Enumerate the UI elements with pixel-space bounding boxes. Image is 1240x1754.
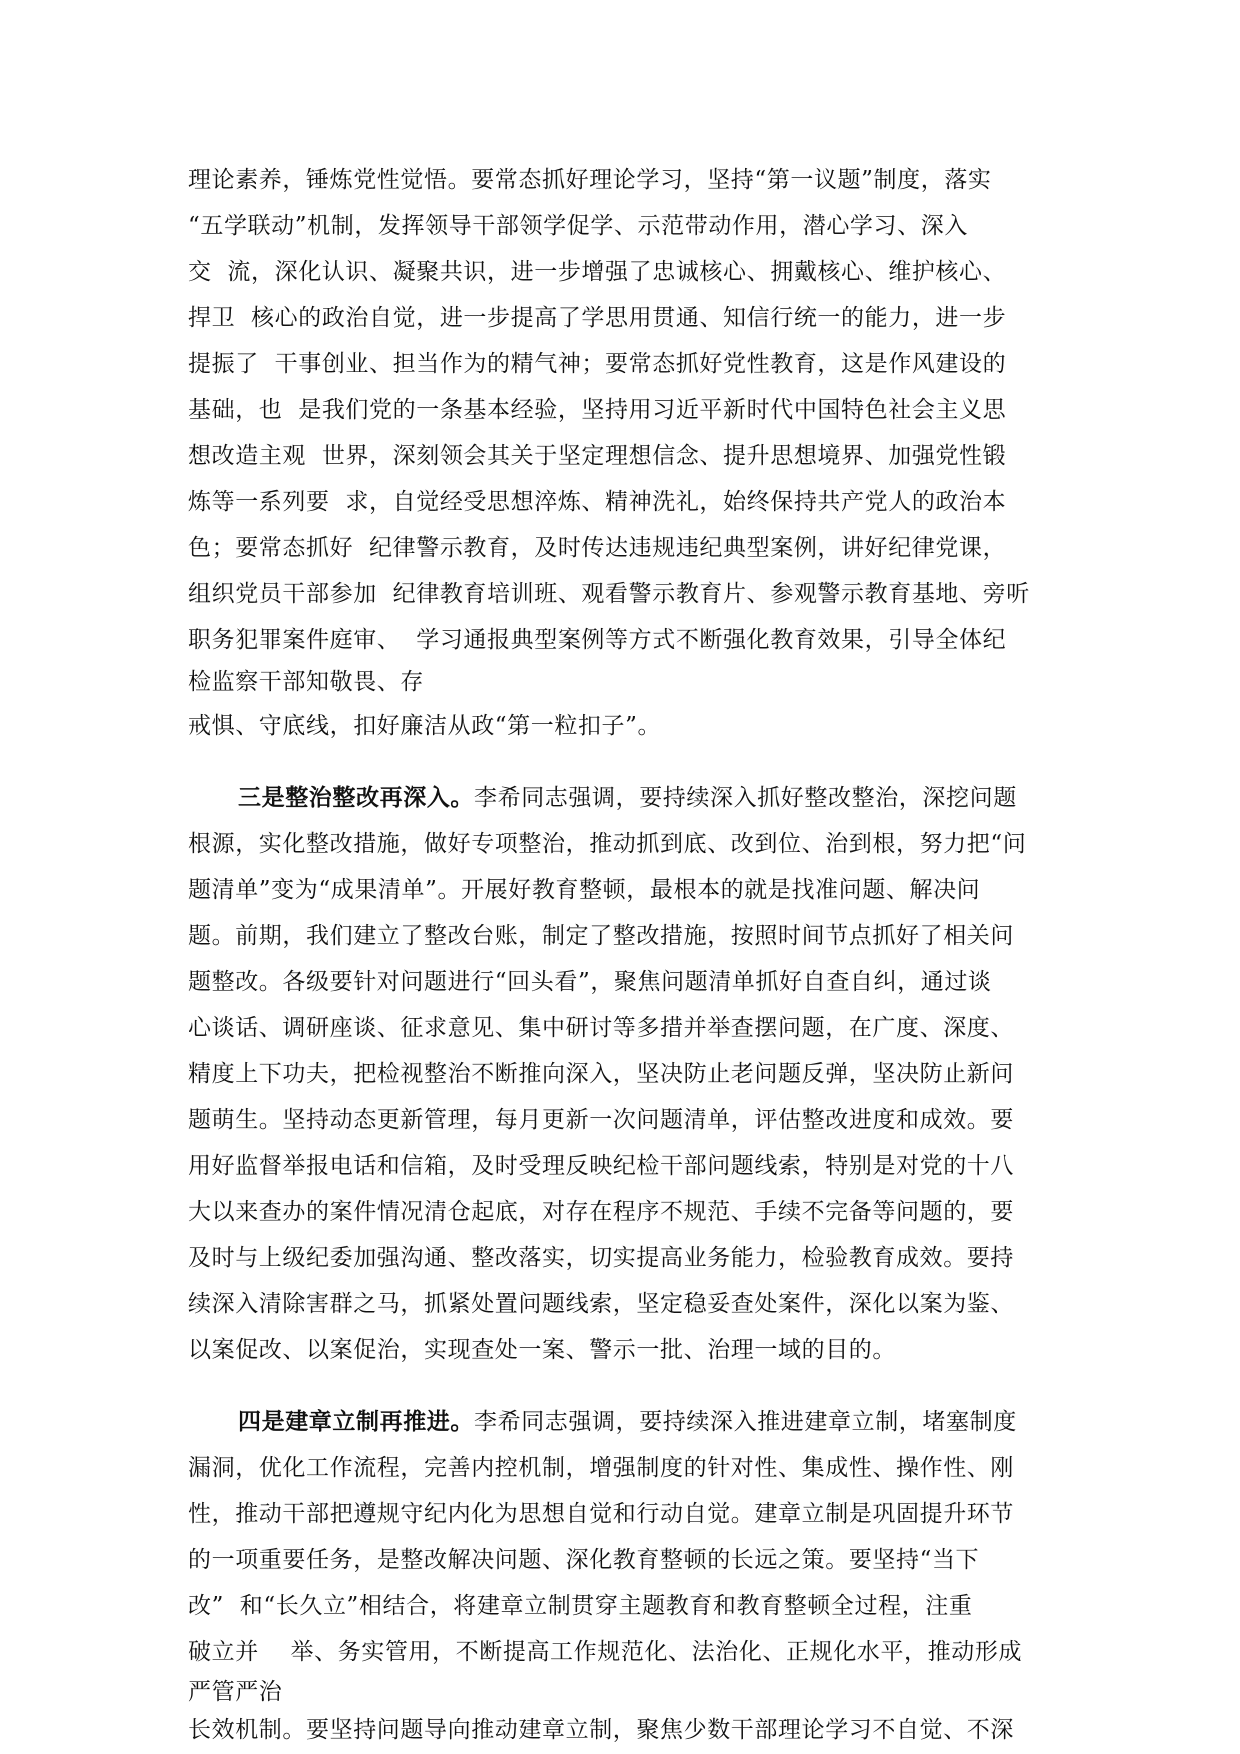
paragraph-line: 题。前期，我们建立了整改台账，制定了整改措施，按照时间节点抓好了相关问 (188, 923, 1014, 949)
paragraph-line: 检监察干部知敬畏、存 (188, 669, 424, 695)
paragraph-line: 提振了 干事创业、担当作为的精气神；要常态抓好党性教育，这是作风建设的 (188, 351, 1007, 377)
paragraph-line: 心谈话、调研座谈、征求意见、集中研讨等多措并举查摆问题，在广度、深度、 (188, 1015, 1014, 1041)
paragraph-line: 题整改。各级要针对问题进行“回头看”，聚焦问题清单抓好自查自纠，通过谈 (188, 969, 992, 995)
paragraph-line: “五学联动”机制，发挥领导干部领学促学、示范带动作用，潜心学习、深入 (188, 213, 968, 239)
paragraph-line: 色；要常态抓好 纪律警示教育，及时传达违规违纪典型案例，讲好纪律党课， (188, 535, 1007, 561)
paragraph-line: 组织党员干部参加 纪律教育培训班、观看警示教育片、参观警示教育基地、旁听 (188, 581, 1030, 607)
paragraph-line: 炼等一系列要 求，自觉经受思想淬炼、精神洗礼，始终保持共产党人的政治本 (188, 489, 1007, 515)
section-heading: 三是整治整改再深入。 (238, 784, 474, 811)
paragraph-line: 想改造主观 世界，深刻领会其关于坚定理想信念、提升思想境界、加强党性锻 (188, 443, 1007, 469)
paragraph-line: 的一项重要任务，是整改解决问题、深化教育整顿的长远之策。要坚持“当下 (188, 1547, 980, 1573)
paragraph-line: 改” 和“长久立”相结合，将建章立制贯穿主题教育和教育整顿全过程，注重 (188, 1593, 973, 1619)
section-first-line (238, 1404, 1017, 1440)
section-first-line-text: 李希同志强调，要持续深入抓好整改整治，深挖问题 (474, 785, 1017, 811)
paragraph-line: 精度上下功夫，把检视整治不断推向深入，坚决防止老问题反弹，坚决防止新问 (188, 1061, 1014, 1087)
paragraph-line: 基础，也 是我们党的一条基本经验，坚持用习近平新时代中国特色社会主义思 (188, 397, 1007, 423)
section-heading: 四是建章立制再推进。 (238, 1408, 474, 1435)
paragraph-line: 理论素养，锤炼党性觉悟。要常态抓好理论学习，坚持“第一议题”制度，落实 (188, 167, 992, 193)
paragraph-line: 严管严治 (188, 1679, 283, 1705)
paragraph-line: 职务犯罪案件庭审、 学习通报典型案例等方式不断强化教育效果，引导全体纪 (188, 627, 1007, 653)
paragraph-line: 破立并 举、务实管用，不断提高工作规范化、法治化、正规化水平，推动形成 (188, 1639, 1023, 1665)
paragraph-line: 大以来查办的案件情况清仓起底，对存在程序不规范、手续不完备等问题的，要 (188, 1199, 1014, 1225)
paragraph-line: 用好监督举报电话和信箱，及时受理反映纪检干部问题线索，特别是对党的十八 (188, 1153, 1014, 1179)
section-first-line-text: 李希同志强调，要持续深入推进建章立制，堵塞制度 (474, 1409, 1017, 1435)
paragraph-line: 交 流，深化认识、凝聚共识，进一步增强了忠诚核心、拥戴核心、维护核心、 (188, 259, 1007, 285)
paragraph-line: 根源，实化整改措施，做好专项整治，推动抓到底、改到位、治到根，努力把“问 (188, 831, 1027, 857)
paragraph-line: 性，推动干部把遵规守纪内化为思想自觉和行动自觉。建章立制是巩固提升环节 (188, 1501, 1014, 1527)
section-first-line (238, 780, 1017, 816)
paragraph-line: 题萌生。坚持动态更新管理，每月更新一次问题清单，评估整改进度和成效。要 (188, 1107, 1014, 1133)
paragraph-line: 戒惧、守底线，扣好廉洁从政“第一粒扣子”。 (188, 713, 662, 739)
paragraph-line: 漏洞，优化工作流程，完善内控机制，增强制度的针对性、集成性、操作性、刚 (188, 1455, 1014, 1481)
paragraph-line: 续深入清除害群之马，抓紧处置问题线索，坚定稳妥查处案件，深化以案为鉴、 (188, 1291, 1014, 1317)
paragraph-line: 题清单”变为“成果清单”。开展好教育整顿，最根本的就是找准问题、解决问 (188, 877, 981, 903)
paragraph-line: 及时与上级纪委加强沟通、整改落实，切实提高业务能力，检验教育成效。要持 (188, 1245, 1014, 1271)
paragraph-line: 捍卫 核心的政治自觉，进一步提高了学思用贯通、知信行统一的能力，进一步 (188, 305, 1007, 331)
paragraph-line: 长效机制。要坚持问题导向推动建章立制，聚焦少数干部理论学习不自觉、不深 (188, 1717, 1014, 1743)
paragraph-line: 以案促改、以案促治，实现查处一案、警示一批、治理一域的目的。 (188, 1337, 896, 1363)
